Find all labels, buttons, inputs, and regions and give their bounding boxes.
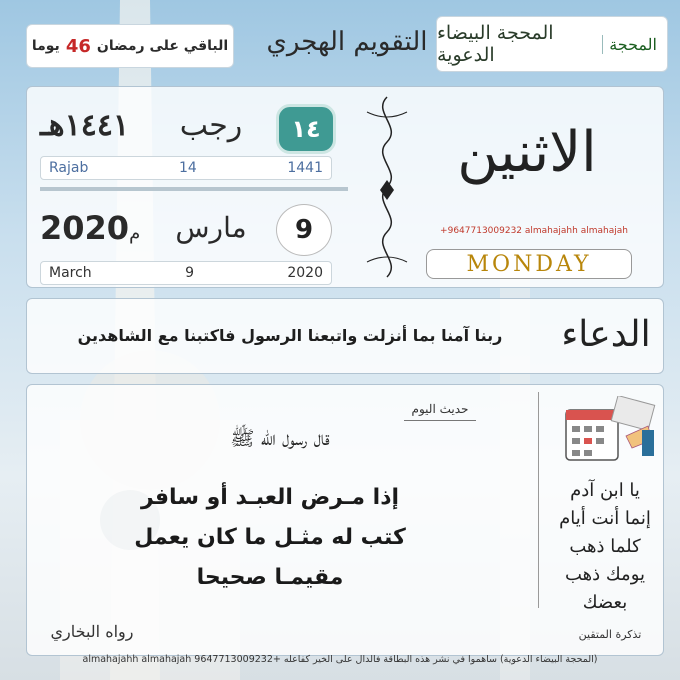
date-divider — [40, 187, 348, 191]
gregorian-month: مارس — [175, 211, 247, 244]
day-name-arabic: الاثنين — [457, 120, 597, 185]
hijri-year: ١٤٤١هـ — [40, 108, 130, 143]
dua-title: الدعاء — [561, 314, 651, 355]
calendar-icon — [556, 396, 656, 468]
gregorian-strip — [40, 261, 332, 285]
side-line: كلما ذهب — [569, 536, 641, 557]
brand-name: المحجة البيضاء الدعوية — [437, 22, 554, 66]
hijri-strip-month: Rajab — [49, 160, 89, 176]
gregorian-year — [40, 206, 170, 250]
gregorian-strip-month: March — [49, 265, 92, 281]
gregorian-year-number: 2020 — [40, 209, 130, 247]
hijri-day-badge: ١٤ — [276, 104, 336, 154]
countdown-days: 46 — [65, 35, 91, 57]
gregorian-strip-day: 9 — [185, 265, 194, 281]
gregorian-year-suffix: م — [129, 223, 141, 244]
hijri-month: رجب — [179, 108, 243, 143]
day-name-english: MONDAY — [426, 249, 632, 279]
reminder-label: تذكرة المتقين — [578, 628, 642, 641]
side-line: بعضك — [582, 592, 628, 613]
side-line: إنما أنت أيام — [559, 508, 651, 529]
footer-text: (المحجة البيضاء الدعوية) ساهموا في نشر هذه البطاقة فالدال على الخير كفاعله +9647713009232 almahajahh almahajah — [82, 654, 598, 665]
calendar-title: التقويم الهجري — [266, 27, 428, 57]
ornament-divider — [362, 92, 412, 282]
hadith-narrator: رواه البخاري — [50, 622, 134, 641]
dua-text: ربنا آمنا بما أنزلت واتبعنا الرسول فاكتبنا مع الشاهدين — [77, 326, 503, 345]
brand-header — [436, 16, 668, 72]
side-line: يا ابن آدم — [570, 480, 640, 501]
hadith-line: كتب له مثـل ما كان يعمل — [134, 525, 406, 550]
brand-logo: المحجة — [602, 35, 657, 54]
social-handles: +9647713009232 almahajahh almahajah — [440, 226, 628, 236]
hijri-strip-year: 1441 — [287, 160, 323, 176]
gregorian-day-circle: 9 — [276, 204, 332, 256]
gregorian-strip-year: 2020 — [287, 265, 323, 281]
prophet-said: قال رسول الله ﷺ — [230, 426, 330, 450]
hijri-strip-day: 14 — [178, 160, 197, 176]
hadith-line: مقيمـا صحيحا — [196, 565, 344, 590]
hijri-strip — [40, 156, 332, 180]
ramadan-countdown — [26, 24, 234, 68]
countdown-suffix: يوما — [31, 38, 60, 54]
hadith-line: إذا مـرض العبـد أو سافر — [140, 485, 400, 510]
countdown-prefix: الباقي على رمضان — [96, 38, 229, 54]
hadith-label: حديث اليوم — [404, 398, 476, 421]
side-line: يومك ذهب — [564, 564, 646, 585]
side-divider — [538, 392, 539, 608]
